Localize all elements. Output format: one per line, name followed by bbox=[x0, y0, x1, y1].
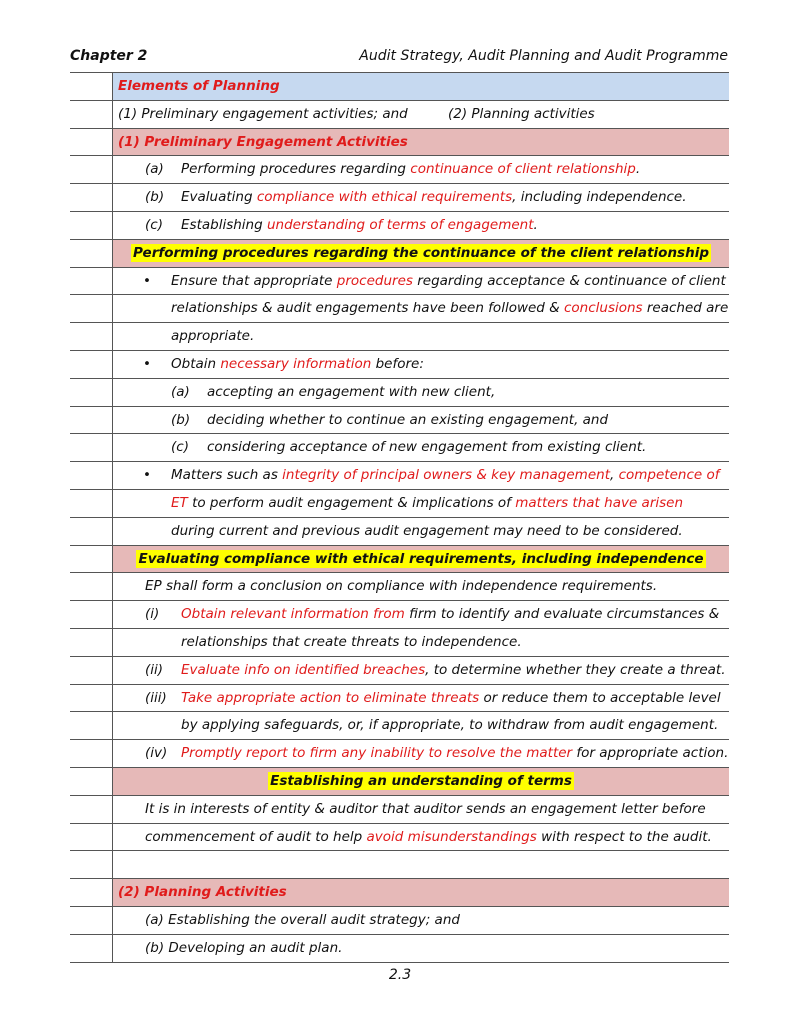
table-row bbox=[70, 740, 729, 768]
list-marker: (a) bbox=[145, 161, 164, 178]
list-marker: (c) bbox=[171, 439, 189, 456]
subsection-heading: Evaluating compliance with ethical requirements, including independence bbox=[138, 550, 704, 567]
table-row bbox=[70, 295, 729, 323]
highlighted-text: Take appropriate action to eliminate threats bbox=[181, 689, 480, 706]
list-item: (b) Developing an audit plan. bbox=[145, 939, 343, 956]
list-marker: (c) bbox=[145, 216, 163, 233]
highlighted-text: procedures bbox=[336, 272, 413, 289]
text: firm to identify and evaluate circumstances & bbox=[404, 606, 720, 623]
text: relationships & audit engagements have been followed & bbox=[171, 300, 564, 317]
text: It is in interests of entity & auditor that auditor sends an engagement letter before bbox=[145, 800, 706, 817]
highlighted-text: competence of bbox=[618, 467, 720, 484]
list-item: (1) Preliminary engagement activities; and bbox=[118, 105, 408, 122]
text: EP shall form a conclusion on compliance with independence requirements. bbox=[145, 578, 658, 595]
text: to perform audit engagement & implications of bbox=[187, 494, 516, 511]
chapter-title: Audit Strategy, Audit Planning and Audit Programme bbox=[359, 48, 728, 64]
text: , to determine whether they create a threat. bbox=[425, 661, 726, 678]
text: during current and previous audit engagement may need to be considered. bbox=[171, 522, 683, 539]
table-row bbox=[70, 546, 729, 574]
text: for appropriate action. bbox=[572, 745, 729, 762]
table-row bbox=[70, 796, 729, 824]
highlighted-text: understanding of terms of engagement bbox=[266, 216, 534, 233]
table-row bbox=[70, 601, 729, 629]
highlighted-text: matters that have arisen bbox=[515, 494, 684, 511]
chapter-label: Chapter 2 bbox=[70, 48, 148, 64]
highlighted-text: continuance of client relationship bbox=[410, 161, 636, 178]
list-marker: (iv) bbox=[145, 745, 168, 762]
list-marker: (ii) bbox=[145, 661, 164, 678]
list-marker: (b) bbox=[171, 411, 191, 428]
table-row bbox=[70, 156, 729, 184]
list-marker: (b) bbox=[145, 189, 165, 206]
highlighted-text: necessary information bbox=[220, 355, 372, 372]
text: regarding acceptance & continuance of client bbox=[412, 272, 726, 289]
table-row bbox=[70, 184, 729, 212]
table-row bbox=[70, 379, 729, 407]
page-number: 2.3 bbox=[388, 967, 412, 983]
table-row bbox=[70, 129, 729, 157]
highlighted-text: Promptly report to firm any inability to resolve the matter bbox=[181, 745, 573, 762]
text: . bbox=[635, 161, 641, 178]
list-marker: (i) bbox=[145, 606, 160, 623]
table-row bbox=[70, 768, 729, 796]
subsection-heading: Performing procedures regarding the continuance of the client relationship bbox=[133, 244, 709, 261]
text: by applying safeguards, or, if appropriate, to withdraw from audit engagement. bbox=[181, 717, 719, 734]
table-row bbox=[70, 212, 729, 240]
text: reached are bbox=[642, 300, 729, 317]
text: , bbox=[610, 467, 619, 484]
text: or reduce them to acceptable level bbox=[479, 689, 721, 706]
highlighted-text: conclusions bbox=[563, 300, 643, 317]
table-row bbox=[70, 434, 729, 462]
text: Establishing bbox=[181, 216, 267, 233]
table-row bbox=[70, 879, 729, 907]
text: accepting an engagement with new client, bbox=[207, 383, 496, 400]
table-row bbox=[70, 490, 729, 518]
highlighted-text: integrity of principal owners & key management bbox=[282, 467, 610, 484]
highlighted-text: ET bbox=[171, 494, 188, 511]
table-row bbox=[70, 518, 729, 546]
bullet-icon: • bbox=[143, 467, 151, 484]
text: considering acceptance of new engagement from existing client. bbox=[207, 439, 647, 456]
table-row bbox=[70, 323, 729, 351]
table-row bbox=[70, 573, 729, 601]
table-row bbox=[70, 407, 729, 435]
section-heading: (1) Preliminary Engagement Activities bbox=[118, 133, 408, 150]
text: relationships that create threats to independence. bbox=[181, 633, 522, 650]
text: commencement of audit to help bbox=[145, 828, 367, 845]
table-row bbox=[70, 824, 729, 852]
text: Evaluating bbox=[181, 189, 257, 206]
text: , including independence. bbox=[512, 189, 687, 206]
highlighted-text: Obtain relevant information from bbox=[181, 606, 405, 623]
table-row bbox=[70, 268, 729, 296]
table-row bbox=[70, 351, 729, 379]
table-row bbox=[70, 240, 729, 268]
list-marker: (iii) bbox=[145, 689, 167, 706]
highlighted-text: Evaluate info on identified breaches bbox=[181, 661, 426, 678]
text: Matters such as bbox=[171, 467, 283, 484]
text: Performing procedures regarding bbox=[181, 161, 411, 178]
table-row bbox=[70, 73, 729, 101]
bullet-icon: • bbox=[143, 272, 151, 289]
highlighted-text: avoid misunderstandings bbox=[366, 828, 537, 845]
table-row bbox=[70, 462, 729, 490]
table-row bbox=[70, 712, 729, 740]
text: Ensure that appropriate bbox=[171, 272, 337, 289]
table-row bbox=[70, 685, 729, 713]
notes-table bbox=[70, 72, 729, 963]
page-header bbox=[70, 48, 728, 70]
table-row bbox=[70, 907, 729, 935]
text: with respect to the audit. bbox=[536, 828, 712, 845]
text: before: bbox=[371, 355, 424, 372]
subsection-heading: Establishing an understanding of terms bbox=[270, 772, 572, 789]
list-item: (a) Establishing the overall audit strategy; and bbox=[145, 911, 460, 928]
table-row bbox=[70, 657, 729, 685]
highlighted-text: compliance with ethical requirements bbox=[256, 189, 513, 206]
section-heading: (2) Planning Activities bbox=[118, 884, 287, 901]
table-row bbox=[70, 629, 729, 657]
table-row bbox=[70, 935, 729, 963]
text: deciding whether to continue an existing engagement, and bbox=[207, 411, 609, 428]
table-row bbox=[70, 101, 729, 129]
list-marker: (a) bbox=[171, 383, 190, 400]
text: . bbox=[533, 216, 538, 233]
bullet-icon: • bbox=[143, 355, 151, 372]
list-item: (2) Planning activities bbox=[448, 105, 595, 122]
text: appropriate. bbox=[171, 328, 255, 345]
section-heading: Elements of Planning bbox=[118, 78, 280, 94]
text: Obtain bbox=[171, 355, 221, 372]
table-row bbox=[70, 851, 729, 879]
